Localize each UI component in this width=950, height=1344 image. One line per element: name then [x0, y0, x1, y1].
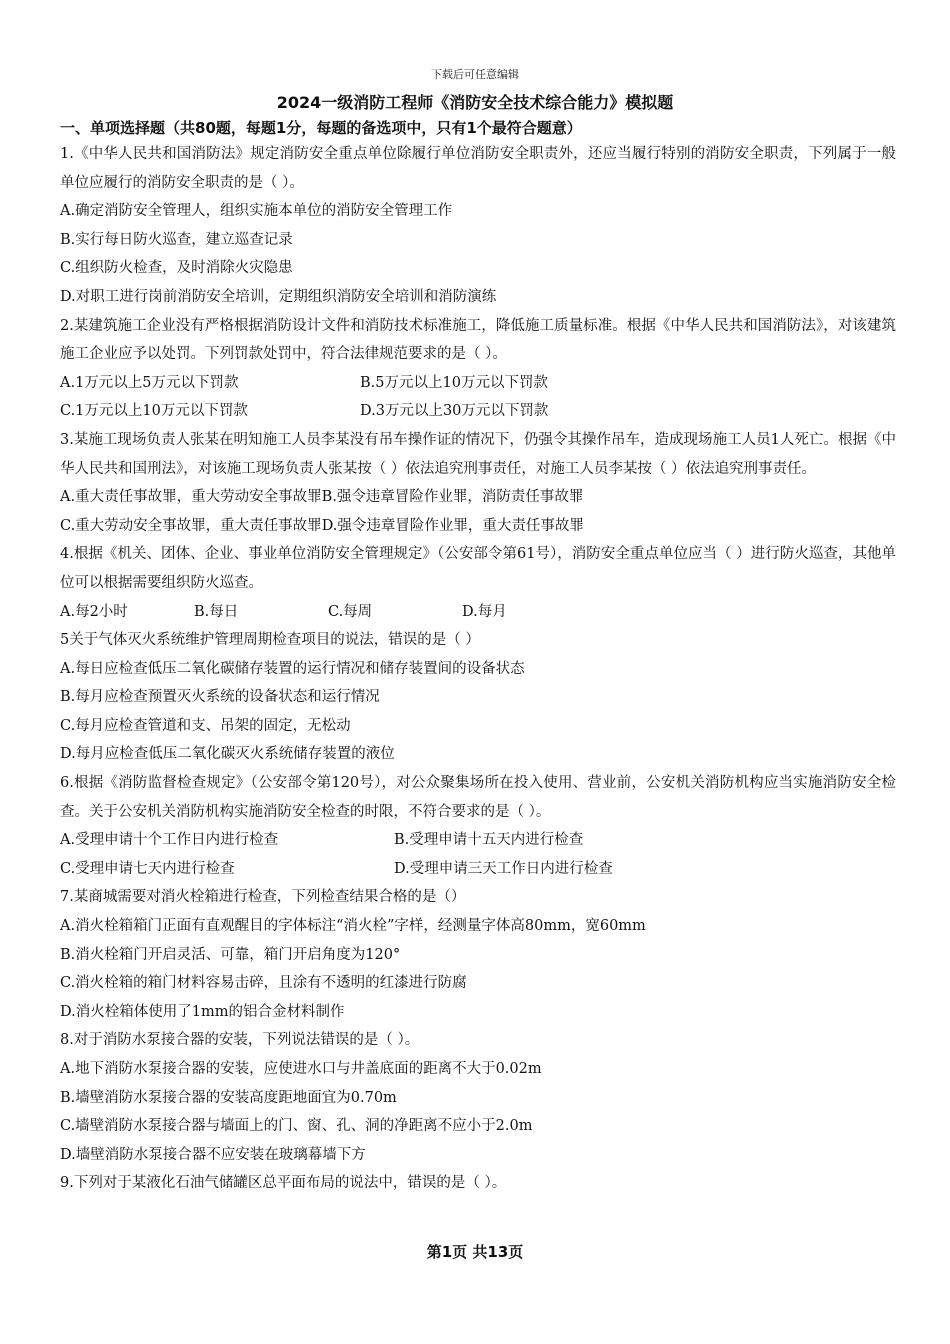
- question-6-options-row-1: [60, 826, 896, 855]
- question-6-option-a: A.受理申请十个工作日内进行检查: [60, 832, 279, 849]
- question-2-stem: 2.某建筑施工企业没有严格根据消防设计文件和消防技术标准施工，降低施工质量标准。根据《中华人民共和国消防法》，对该建筑施工企业应予以处罚。下列罚款处罚中，符合法律规范要求的是（ ）。: [60, 317, 896, 363]
- question-6-option-b: B.受理申请十五天内进行检查: [394, 832, 584, 849]
- page-footer: 第1页 共13页: [426, 1243, 524, 1261]
- header-note: 下载后可任意编辑: [431, 68, 519, 81]
- question-3-option-b: B.强令违章冒险作业罪，消防责任事故罪: [321, 489, 584, 506]
- question-5-option-c: C.每月应检查管道和支、吊架的固定，无松动: [60, 717, 351, 734]
- question-5-option-d: D.每月应检查低压二氧化碳灭火系统储存装置的液位: [60, 746, 395, 763]
- question-8-option-d: D.墙壁消防水泵接合器不应安装在玻璃幕墙下方: [60, 1146, 366, 1163]
- question-5-option-a: A.每日应检查低压二氧化碳储存装置的运行情况和储存装置间的设备状态: [60, 660, 525, 677]
- question-9-stem: 9.下列对于某液化石油气储罐区总平面布局的说法中，错误的是（ ）。: [60, 1175, 507, 1192]
- question-5-stem: 5关于气体灭火系统维护管理周期检查项目的说法，错误的是（ ）: [60, 632, 480, 649]
- question-1-option-b: B.实行每日防火巡查，建立巡查记录: [60, 231, 293, 248]
- question-2-option-d: D.3万元以上30万元以下罚款: [360, 403, 549, 420]
- question-2-option-a: A.1万元以上5万元以下罚款: [60, 374, 239, 391]
- question-8-option-b: B.墙壁消防水泵接合器的安装高度距地面宜为0.70m: [60, 1089, 397, 1106]
- question-4-options-row: [60, 598, 896, 627]
- question-list: [60, 140, 896, 1198]
- question-4-option-a: A.每2小时: [60, 603, 128, 620]
- question-3-option-a: A.重大责任事故罪，重大劳动安全事故罪: [60, 489, 322, 506]
- question-6-options-row-2: [60, 855, 896, 884]
- question-7-option-a: A.消火栓箱箱门正面有直观醒目的字体标注“消火栓”字样，经测量字体高80mm，宽60mm: [60, 918, 646, 935]
- question-7-option-b: B.消火栓箱门开启灵活、可靠，箱门开启角度为120°: [60, 946, 401, 963]
- question-2-options-row-1: [60, 369, 896, 398]
- question-8-stem: 8.对于消防水泵接合器的安装，下列说法错误的是（ ）。: [60, 1032, 420, 1049]
- question-1-option-a: A.确定消防安全管理人，组织实施本单位的消防安全管理工作: [60, 203, 453, 220]
- question-6-option-c: C.受理申请七天内进行检查: [60, 860, 235, 877]
- question-6-option-d: D.受理申请三天工作日内进行检查: [394, 860, 613, 877]
- question-1-option-c: C.组织防火检查，及时消除火灾隐患: [60, 260, 293, 277]
- question-2-option-b: B.5万元以上10万元以下罚款: [360, 374, 548, 391]
- document-title: 2024一级消防工程师《消防安全技术综合能力》模拟题: [276, 93, 674, 112]
- question-8-option-c: C.墙壁消防水泵接合器与墙面上的门、窗、孔、洞的净距离不应小于2.0m: [60, 1118, 533, 1135]
- question-4-option-c: C.每周: [328, 603, 373, 620]
- question-3-option-c: C.重大劳动安全事故罪，重大责任事故罪: [60, 517, 322, 534]
- question-4-option-d: D.每月: [462, 603, 507, 620]
- question-3-options-row-2: [60, 512, 896, 541]
- question-6-stem: 6.根据《消防监督检查规定》（公安部令第120号），对公众聚集场所在投入使用、营业前，公安机关消防机构应当实施消防安全检查。关于公安机关消防机构实施消防安全检查的时限，不符合要求的是（ ）。: [60, 775, 896, 820]
- question-1-stem: 1.《中华人民共和国消防法》规定消防安全重点单位除履行单位消防安全职责外，还应当履行特别的消防安全职责，下列属于一般单位应履行的消防安全职责的是（ ）。: [60, 146, 896, 191]
- question-7-option-d: D.消火栓箱体使用了1mm的铝合金材料制作: [60, 1003, 345, 1020]
- question-5-option-b: B.每月应检查预置灭火系统的设备状态和运行情况: [60, 689, 380, 706]
- question-2-option-c: C.1万元以上10万元以下罚款: [60, 403, 248, 420]
- question-3-option-d: D.强令违章冒险作业罪，重大责任事故罪: [321, 517, 584, 534]
- question-3-stem: 3.某施工现场负责人张某在明知施工人员李某没有吊车操作证的情况下，仍强令其操作吊车，造成现场施工人员1人死亡。根据《中华人民共和国刑法》，对该施工现场负责人张某按（ ）依法追究刑事责任，对施工人员李某按（ ）依法追究刑事责任。: [60, 431, 896, 477]
- question-7-option-c: C.消火栓箱的箱门材料容易击碎，且涂有不透明的红漆进行防腐: [60, 975, 467, 992]
- question-3-options-row-1: [60, 483, 896, 512]
- section-heading: 一、单项选择题（共80题，每题1分，每题的备选项中，只有1个最符合题意）: [60, 119, 582, 137]
- question-8-option-a: A.地下消防水泵接合器的安装，应使进水口与井盖底面的距离不大于0.02m: [60, 1061, 542, 1077]
- question-4-stem: 4.根据《机关、团体、企业、事业单位消防安全管理规定》（公安部令第61号），消防安全重点单位应当（ ）进行防火巡查，其他单位可以根据需要组织防火巡查。: [60, 546, 896, 591]
- question-1-option-d: D.对职工进行岗前消防安全培训，定期组织消防安全培训和消防演练: [60, 288, 497, 305]
- question-4-option-b: B.每日: [194, 603, 239, 620]
- question-7-stem: 7.某商城需要对消火栓箱进行检查，下列检查结果合格的是（）: [60, 889, 466, 906]
- question-2-options-row-2: [60, 397, 896, 426]
